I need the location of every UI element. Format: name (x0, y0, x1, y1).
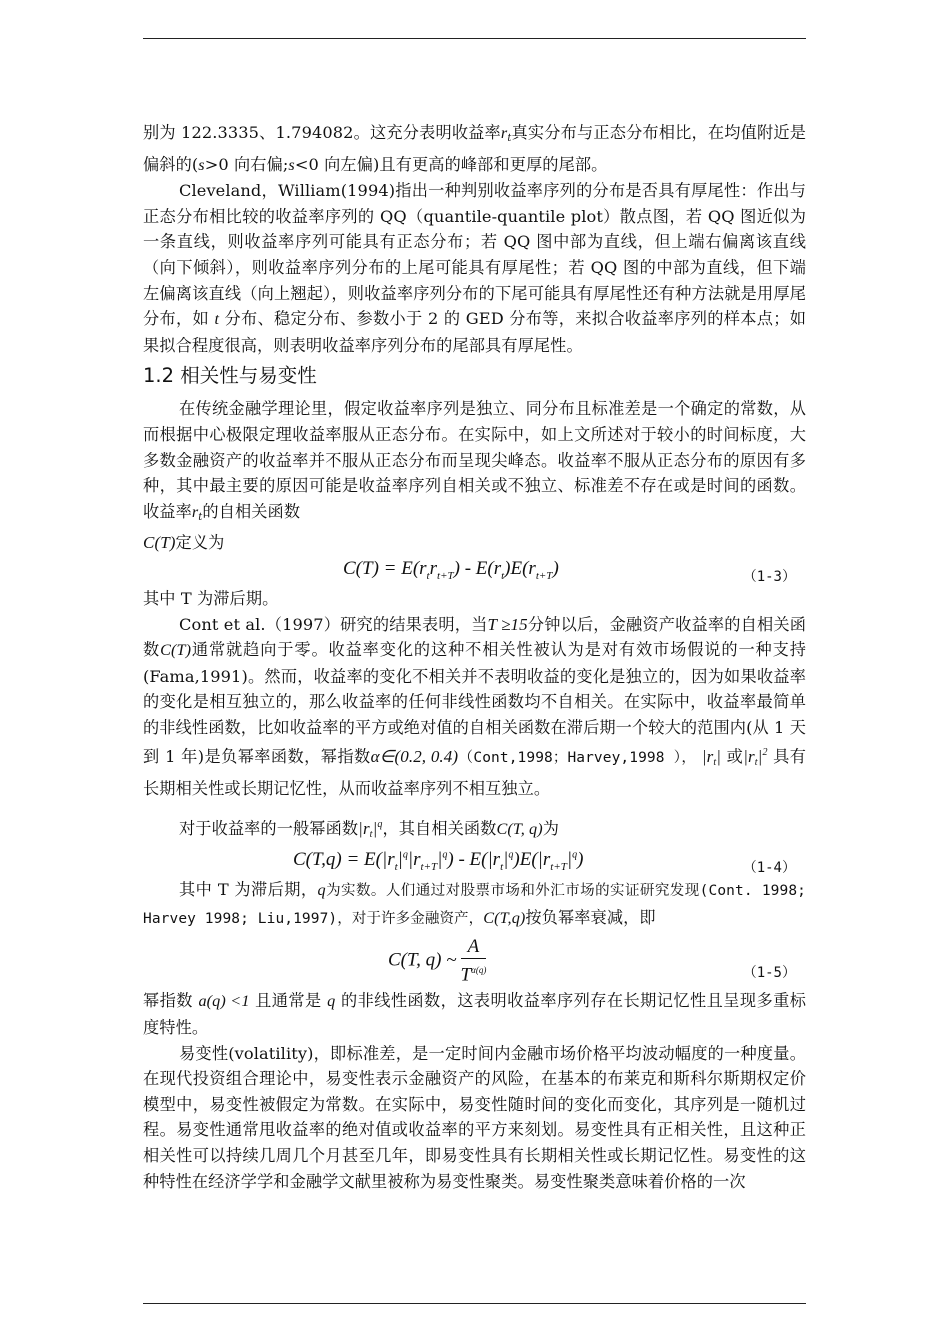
section-number: 1.2 (143, 364, 175, 388)
equation-number: （1-4） (742, 860, 796, 877)
footer-rule (143, 1303, 806, 1304)
paragraph-5: Cont et al.（1997）研究的结果表明，当T ≥15分钟以后，金融资产收益率的自相关函数C(T)通常就趋向于零。收益率变化的这种不相关性被认为是对有效市场假说的一种支持(Fama,1991)。然而，收益率的变化不相关并不表明收益的变化是独立的，因为如果收益率的变化是相互独立的，那么收益率的任何非线性函数均不自相关。在实际中，收益率最简单的非线性函数，比如收益率的平方或绝对值的自相关函数在滞后期一个较大的范围内(从 1 天到 1 年)是负幂率函数，幂指数α∈(0.2, 0.4)（Cont,1998；Harvey,1998 ）， $|r_t|$ 或$|r_t|^2$ 具有长期相关性或长期记忆性，从而收益率序列不相互独立。 (143, 614, 807, 799)
equation-1-3-formula: $C(T) = E(r_tr_{t+T}) - E(r_t)E(r_{t+T})$ (343, 557, 559, 582)
paragraph-9: 易变性(volatility)，即标准差，是一定时间内金融市场价格平均波动幅度的一种度量。在现代投资组合理论中，易变性表示金融资产的风险，在基本的布莱克和斯科尔斯期权定价模型中，易变性被假定为常数。在实际中，易变性随时间的变化而变化，其序列是一随机过程。易变性通常甩收益率的绝对值或收益率的平方来刻划。易变性具有正相关性，且这种正相关性可以持续几周几个月甚至几年，即易变性具有长期相关性或长期记忆性。易变性的这种特性在经济学学和金融学文献里被称为易变性聚类。易变性聚类意味着价格的一次 (143, 1043, 806, 1191)
paragraph-4: 其中 T 为滞后期。 (143, 588, 279, 608)
equation-1-4-formula: $C(T,q) = E(|r_t|^q|r_{t+T}|^q) - E(|r_t|^q)E(|r_{t+T}|^q)$ (293, 849, 584, 874)
paragraph-6: 对于收益率的一般幂函数$|r_t|^q$，其自相关函数C(T, q)为 (179, 818, 560, 840)
section-heading (143, 362, 806, 390)
section-title: 相关性与易变性 (180, 364, 317, 388)
paragraph-8: 幂指数 a(q) <1 且通常是 q 的非线性函数，这表明收益率序列存在长期记忆性且呈现多重标度特性。 (143, 991, 806, 1038)
equation-1-4 (143, 847, 806, 877)
paragraph-7: 其中 T 为滞后期，q为实数。人们通过对股票市场和外汇市场的实证研究发现(Cont. 1998; Harvey 1998; Liu,1997)，对于许多金融资产，C(T,q)按负幂率衰减，即 (143, 880, 806, 927)
equation-1-3 (143, 556, 806, 586)
equation-1-5-formula: C(T, q) ~ $\frac{A}{T^{\alpha(q)}}$ (388, 936, 487, 986)
paragraph-1: 别为 122.3335、1.794082。这充分表明收益率$r_t$真实分布与正态分布相比，在均值附近是偏斜的(s>0 向右偏;s<0 向左偏)且有更高的峰部和更厚的尾部。 (143, 123, 806, 174)
equation-number: （1-3） (742, 568, 796, 585)
paragraph-2: Cleveland，William(1994)指出一种判别收益率序列的分布是否具有厚尾性：作出与正态分布相比较的收益率序列的 QQ（quantile-quantile plot）散点图，若 QQ 图近似为一条直线，则收益率序列可能具有正态分布；若 QQ 图中部为直线，但上端右偏离该直线（向下倾斜），则收益率序列分布的上尾可能具有厚尾性；若 QQ 图的中部为直线，但下端左偏离该直线（向上翘起），则收益率序列分布的下尾可能具有厚尾性还有种方法就是用厚尾分布，如 t 分布、稳定分布、参数小于 2 的 GED 分布等，来拟合收益率序列的样本点；如果拟合程度很高，则表明收益率序列分布的尾部具有厚尾性。 (143, 181, 807, 355)
paragraph-3: 在传统金融学理论里，假定收益率序列是独立、同分布且标准差是一个确定的常数，从而根据中心极限定理收益率服从正态分布。在实际中，如上文所述对于较小的时间标度，大多数金融资产的收益率并不服从正态分布而呈现尖峰态。收益率不服从正态分布的原因有多种，其中最主要的原因可能是收益率序列自相关或不独立、标准差不存在或是时间的函数。收益率$r_t$的自相关函数 C(T)定义为 (143, 399, 806, 553)
header-rule (143, 38, 806, 39)
equation-number: （1-5） (742, 965, 796, 982)
equation-1-5 (143, 932, 806, 988)
document-body (143, 120, 806, 1194)
